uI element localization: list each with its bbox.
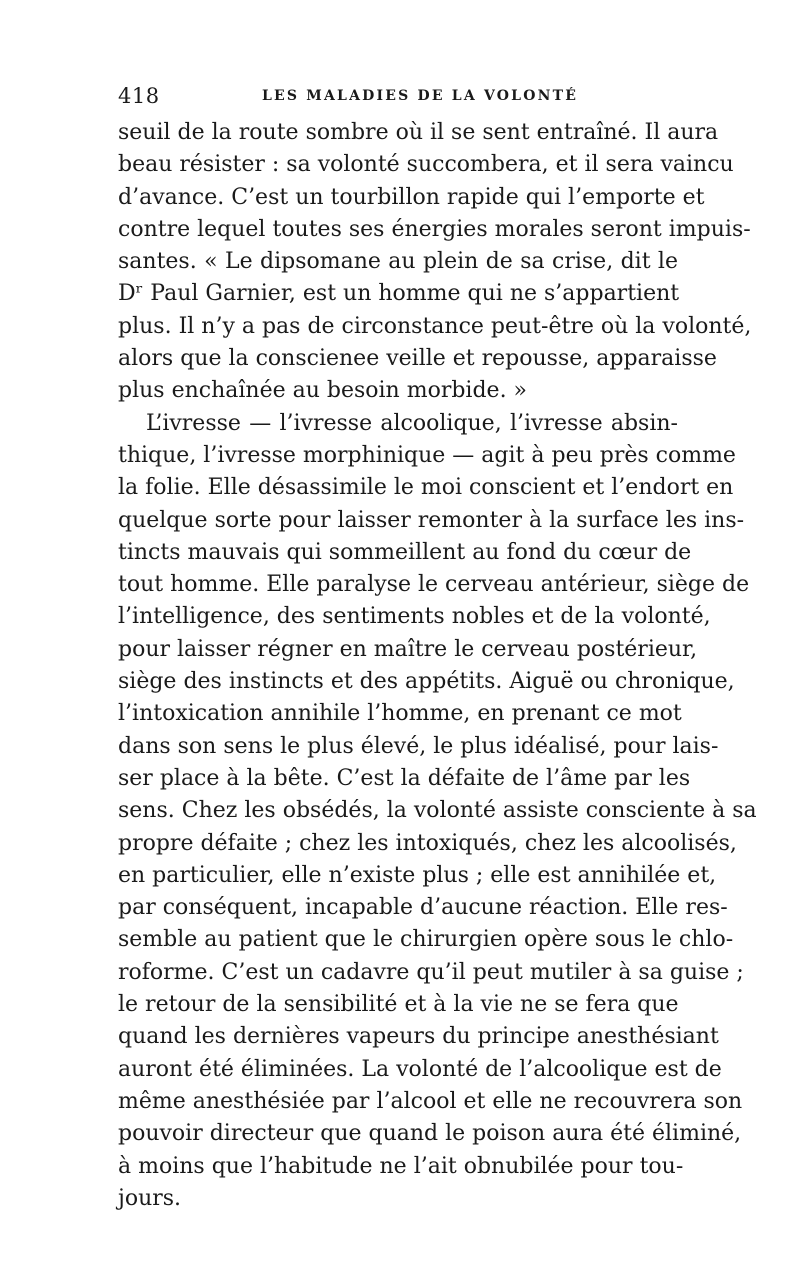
text-line: semble au patient que le chirurgien opère sous le chlo- bbox=[118, 927, 734, 953]
text-line: ser place à la bête. C’est la défaite de l’âme par les bbox=[118, 765, 691, 791]
page-header bbox=[118, 84, 678, 114]
text-line: plus. Il n’y a pas de circonstance peut-être où la volonté, bbox=[118, 313, 752, 339]
page-number: 418 bbox=[118, 84, 160, 108]
text-line: même anesthésiée par l’alcool et elle ne recouvrera son bbox=[118, 1088, 743, 1114]
text-line: par conséquent, incapable d’aucune réaction. Elle res- bbox=[118, 895, 728, 921]
text-line: d’avance. C’est un tourbillon rapide qui l’emporte et bbox=[118, 184, 705, 210]
text-line: L’ivresse — l’ivresse alcoolique, l’ivresse absin- bbox=[146, 410, 678, 436]
text-line: la folie. Elle désassimile le moi conscient et l’endort en bbox=[118, 475, 734, 501]
text-line: l’intelligence, des sentiments nobles et de la volonté, bbox=[118, 604, 711, 630]
running-title: LES MALADIES DE LA VOLONTÉ bbox=[262, 88, 579, 104]
text-line: pouvoir directeur que quand le poison aura été éliminé, bbox=[118, 1121, 742, 1147]
text-line: dans son sens le plus élevé, le plus idéalisé, pour lais- bbox=[118, 733, 719, 759]
text-line: roforme. C’est un cadavre qu’il peut mutiler à sa guise ; bbox=[118, 959, 744, 985]
text-line: quelque sorte pour laisser remonter à la surface les ins- bbox=[118, 507, 745, 533]
text-line: siège des instincts et des appétits. Aiguë ou chronique, bbox=[118, 669, 735, 695]
text-line: jours. bbox=[118, 1185, 182, 1211]
text-line: tincts mauvais qui sommeillent au fond du cœur de bbox=[118, 539, 692, 565]
text-line: sens. Chez les obsédés, la volonté assiste consciente à sa bbox=[118, 798, 757, 824]
text-line: l’intoxication annihile l’homme, en prenant ce mot bbox=[118, 701, 682, 727]
text-line: tout homme. Elle paralyse le cerveau antérieur, siège de bbox=[118, 572, 750, 598]
text-line: santes. « Le dipsomane au plein de sa crise, dit le bbox=[118, 249, 678, 275]
body-text bbox=[118, 117, 757, 1215]
text-line: seuil de la route sombre où il se sent entraîné. Il aura bbox=[118, 120, 719, 145]
text-line: plus enchaînée au besoin morbide. » bbox=[118, 378, 528, 404]
text-line: thique, l’ivresse morphinique — agit à peu près comme bbox=[118, 442, 736, 468]
text-line: à moins que l’habitude ne l’ait obnubilée pour tou- bbox=[118, 1153, 684, 1179]
text-line: auront été éliminées. La volonté de l’alcoolique est de bbox=[118, 1056, 722, 1082]
text-line: beau résister : sa volonté succombera, et il sera vaincu bbox=[118, 152, 734, 178]
text-line: alors que la conscienee veille et repousse, apparaisse bbox=[118, 346, 717, 372]
text-line: quand les dernières vapeurs du principe anesthésiant bbox=[118, 1024, 719, 1050]
text-line: contre lequel toutes ses énergies morales seront impuis- bbox=[118, 216, 751, 242]
text-line: le retour de la sensibilité et à la vie ne se fera que bbox=[118, 992, 679, 1018]
text-line: pour laisser régner en maître le cerveau postérieur, bbox=[118, 636, 698, 662]
text-line: propre défaite ; chez les intoxiqués, chez les alcoolisés, bbox=[118, 830, 737, 856]
text-line: en particulier, elle n’existe plus ; elle est annihilée et, bbox=[118, 862, 717, 888]
text-line: Dʳ Paul Garnier, est un homme qui ne s’appartient bbox=[118, 281, 680, 307]
